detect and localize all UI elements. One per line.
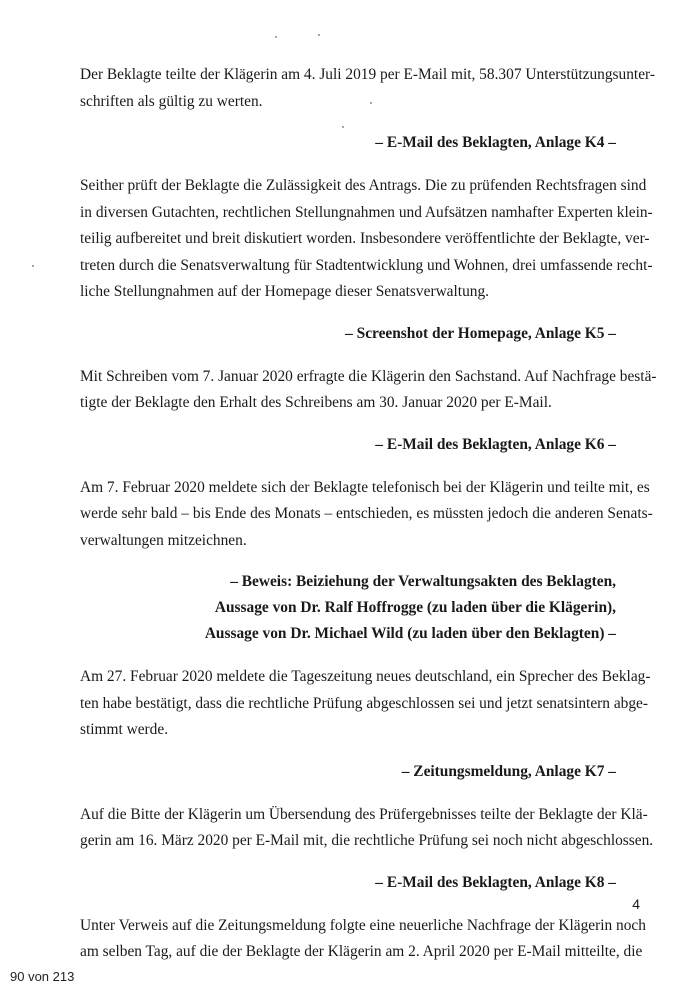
body-paragraph: [80, 475, 653, 555]
paragraph-line: liche Stellungnahmen auf der Homepage dieser Senatsverwaltung.: [80, 283, 490, 300]
paragraph-line: Auf die Bitte der Klägerin um Übersendung des Prüfergebnisses teilte der Beklagte der Klä-: [80, 805, 648, 823]
scan-speck: [342, 126, 344, 128]
body-paragraph: [80, 364, 657, 417]
body-paragraph: [80, 173, 653, 306]
reference-line: – Beweis: Beiziehung der Verwaltungsakten des Beklagten,: [230, 573, 616, 590]
paragraph-line: stimmt werde.: [80, 721, 169, 738]
paragraph-line: treten durch die Senatsverwaltung für Stadtentwicklung und Wohnen, drei umfassende recht-: [80, 256, 653, 274]
reference-line: – E-Mail des Beklagten, Anlage K4 –: [375, 134, 616, 151]
paragraph-line: teilig aufbereitet und breit diskutiert worden. Insbesondere veröffentlichte der Beklagte, ver-: [80, 230, 650, 247]
scan-speck: [370, 102, 372, 104]
body-paragraph: [80, 62, 655, 115]
paragraph-line: gerin am 16. März 2020 per E-Mail mit, die rechtliche Prüfung sei noch nicht abgeschlossen.: [80, 832, 654, 849]
body-paragraph: [80, 802, 654, 855]
evidence-reference: [80, 130, 616, 156]
scan-speck: [318, 34, 320, 36]
reference-line: – E-Mail des Beklagten, Anlage K6 –: [375, 435, 616, 453]
paragraph-line: verwaltungen mitzeichnen.: [80, 531, 247, 549]
paragraph-line: tigte der Beklagte den Erhalt des Schreibens am 30. Januar 2020 per E-Mail.: [80, 394, 552, 411]
paragraph-line: Unter Verweis auf die Zeitungsmeldung folgte eine neuerliche Nachfrage der Klägerin noch: [80, 916, 646, 934]
paragraph-line: in diversen Gutachten, rechtlichen Stellungnahmen und Aufsätzen namhafter Experten klein-: [80, 203, 653, 221]
paragraph-line: Seither prüft der Beklagte die Zulässigkeit des Antrags. Die zu prüfenden Rechtsfragen sind: [80, 177, 647, 194]
paragraph-line: Der Beklagte teilte der Klägerin am 4. Juli 2019 per E-Mail mit, 58.307 Unterstützungsunter-: [80, 66, 655, 83]
paragraph-line: werde sehr bald – bis Ende des Monats – entschieden, es müssten jedoch die anderen Senats-: [80, 505, 653, 522]
document-body: [80, 62, 657, 981]
paragraph-line: ten habe bestätigt, dass die rechtliche Prüfung abgeschlossen sei und jetzt senatsintern abge-: [80, 694, 648, 712]
paragraph-line: am selben Tag, auf die der Beklagte der Klägerin am 2. April 2020 per E-Mail mitteilte, die: [80, 943, 643, 960]
page-counter-label: 90 von 213: [10, 969, 75, 984]
body-paragraph: [80, 913, 646, 966]
paragraph-line: Mit Schreiben vom 7. Januar 2020 erfragte die Klägerin den Sachstand. Auf Nachfrage bestä-: [80, 367, 657, 385]
evidence-reference: [80, 321, 616, 347]
paragraph-line: Am 27. Februar 2020 meldete die Tageszeitung neues deutschland, ein Sprecher des Beklag-: [80, 668, 651, 685]
paragraph-line: Am 7. Februar 2020 meldete sich der Beklagte telefonisch bei der Klägerin und teilte mit, es: [80, 478, 650, 496]
scan-speck: [275, 36, 277, 38]
scan-speck: [32, 265, 34, 267]
paragraph-line: schriften als gültig zu werten.: [80, 92, 263, 110]
body-paragraph: [80, 664, 651, 744]
reference-line: Aussage von Dr. Ralf Hoffrogge (zu laden über die Klägerin),: [214, 599, 616, 616]
reference-line: – E-Mail des Beklagten, Anlage K8 –: [375, 873, 616, 891]
page-number: 4: [632, 896, 640, 912]
evidence-reference: [80, 759, 616, 785]
evidence-reference: [80, 569, 616, 647]
reference-line: – Zeitungsmeldung, Anlage K7 –: [401, 762, 616, 780]
reference-line: – Screenshot der Homepage, Anlage K5 –: [345, 324, 616, 342]
reference-line: Aussage von Dr. Michael Wild (zu laden über den Beklagten) –: [204, 625, 616, 642]
evidence-reference: [80, 870, 616, 896]
evidence-reference: [80, 432, 616, 458]
